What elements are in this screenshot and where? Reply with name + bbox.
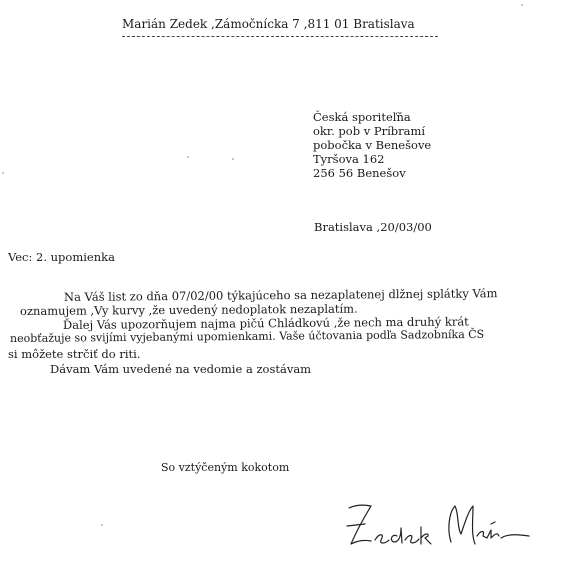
recipient-line: Česká sporiteľňa [313,110,411,124]
recipient-line: Tyršova 162 [313,152,385,166]
body-line: Dávam Vám uvedené na vedomie a zostávam [50,362,312,376]
body-line: Ďalej Vás upozorňujem najma pičú Chládkovú ,že nech ma druhý krát [62,314,469,332]
handwritten-signature [345,500,535,560]
recipient-line: okr. pob v Príbramí [313,124,426,138]
recipient-line: 256 56 Benešov [313,166,406,180]
scan-speck [187,156,189,158]
scan-speck [232,158,234,160]
body-line: neobťažuje so svijími vyjebanými upomienkami. Vaše účtovania podľa Sadzobníka ČS [9,327,485,345]
body-line: Na Váš list zo dňa 07/02/00 týkajúceho sa nezaplatenej dlžnej splátky Vám [63,286,498,304]
sender-address: Marián Zedek ,Zámočnícka 7 ,811 01 Bratislava [122,17,415,31]
recipient-line: pobočka v Benešove [313,138,432,152]
body-line: oznamujem ,Vy kurvy ,že uvedený nedoplatok nezaplatím. [19,301,358,318]
sender-underline [122,36,438,37]
place-date: Bratislava ,20/03/00 [314,220,432,234]
recipient-address [313,110,431,180]
scan-speck [2,172,4,174]
closing-line: So vztýčeným kokotom [161,461,290,474]
subject-line: Vec: 2. upomienka [8,250,115,264]
scan-speck [101,524,103,526]
body-line: si môžete strčiť do riti. [8,347,141,361]
scan-speck [521,4,523,6]
